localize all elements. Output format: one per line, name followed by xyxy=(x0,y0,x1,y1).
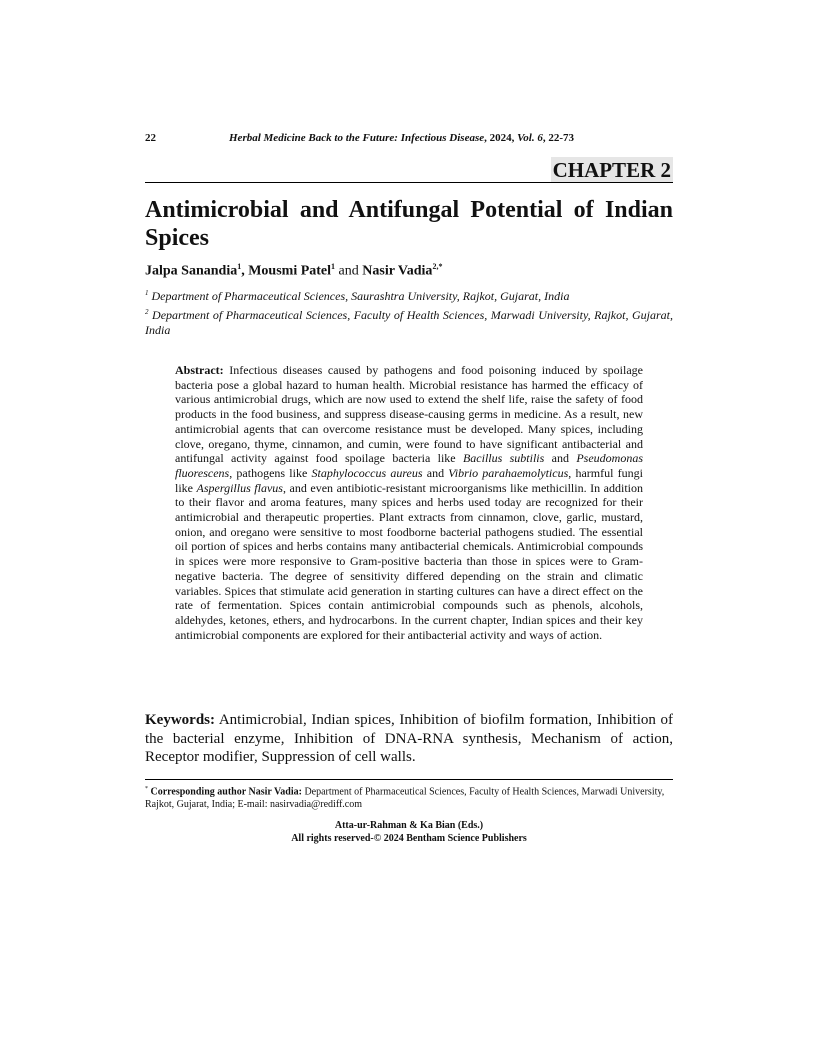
abstract-text: and xyxy=(422,465,449,480)
affiliation-text: Department of Pharmaceutical Sciences, Faculty of Health Sciences, Marwadi University, Rajkot, Gujarat, India xyxy=(145,308,673,337)
abstract-label: Abstract: xyxy=(175,363,224,377)
footnote-label: Corresponding author Nasir Vadia: xyxy=(148,786,302,798)
affiliation-mark: 2 xyxy=(145,308,149,316)
affiliation xyxy=(145,305,673,338)
species-name: Pseudomonas fluorescens xyxy=(175,451,644,480)
author-list xyxy=(145,262,442,280)
affiliation-text: Department of Pharmaceutical Sciences, Saurashtra University, Rajkot, Gujarat, India xyxy=(148,289,570,303)
keywords-label: Keywords: xyxy=(145,712,215,728)
journal-citation xyxy=(229,132,574,144)
abstract-text: , pathogens like xyxy=(229,465,312,480)
chapter-divider xyxy=(145,182,673,183)
chapter-title: Antimicrobial and Antifungal Potential of Indian Spices xyxy=(145,197,673,251)
keywords-text: Antimicrobial, Indian spices, Inhibition of biofilm formation, Inhibition of the bacterial enzyme, Inhibition of DNA-RNA synthesis, Mechanism of action, Receptor modifier, Suppression of cell walls. xyxy=(145,712,673,765)
corresponding-author-footnote xyxy=(145,783,673,811)
affiliation-mark: 1 xyxy=(145,289,149,297)
species-name: Vibrio parahaemolyticus xyxy=(448,465,569,480)
author-affiliation-mark: 1 xyxy=(237,262,242,271)
abstract-text: and xyxy=(544,451,577,466)
author-name: Mousmi Patel xyxy=(248,263,332,279)
journal-year: , 2024, xyxy=(484,132,518,144)
species-name: Staphylococcus aureus xyxy=(311,465,423,480)
imprint xyxy=(145,820,673,845)
author-separator: , xyxy=(241,263,249,279)
affiliation xyxy=(145,286,673,304)
author-affiliation-mark: 2,* xyxy=(432,262,443,271)
chapter-label: CHAPTER 2 xyxy=(552,158,671,182)
copyright-line: All rights reserved-© 2024 Bentham Science Publishers xyxy=(291,832,527,844)
footnote-text: Department of Pharmaceutical Sciences, Faculty of Health Sciences, Marwadi University, Rajkot, Gujarat, India; E-mail: nasirvadia@rediff.com xyxy=(145,786,665,810)
keywords xyxy=(145,711,673,767)
author-name: Nasir Vadia xyxy=(362,263,433,279)
abstract-text: , harmful fungi like xyxy=(175,465,643,495)
author-affiliation-mark: 1 xyxy=(331,262,336,271)
journal-title: Herbal Medicine Back to the Future: Infectious Disease xyxy=(229,132,485,144)
footnote-divider xyxy=(145,779,673,780)
author-name: Jalpa Sanandia xyxy=(145,263,238,279)
footnote-mark: * xyxy=(145,786,148,792)
journal-pages: , 22-73 xyxy=(542,132,574,144)
species-name: Aspergillus flavus xyxy=(196,480,283,495)
abstract-text: , and even antibiotic-resistant microorganisms like methicillin. In addition to their flavor and aroma features, many spices and herbs used today are recognized for their antimicrobial and therapeutic properties. Plant extracts from cinnamon, clove, garlic, mustard, onion, and oregano were sensitive to most foodborne bacterial pathogens studied. The essential oil portion of spices and herbs contains many antibacterial chemicals. Antimicrobial compounds in spices were more responsive to Gram-positive bacteria than those in spices were to Gram-negative bacteria. The degree of sensitivity differed depending on the strain and climatic variables. Spices that stimulate acid generation in starting cultures can have a direct effect on the rate of fermentation. Spices contain antimicrobial compounds such as phenols, alcohols, aldehydes, ketones, ethers, and hydrocarbons. In the current chapter, Indian spices and their key antimicrobial components are explored for their antibacterial activity and ways of action. xyxy=(175,480,644,642)
journal-volume: Vol. 6 xyxy=(517,132,543,144)
abstract-text: Infectious diseases caused by pathogens and food poisoning induced by spoilage bacteria pose a global hazard to human health. Microbial resistance has harmed the efficacy of various antimicrobial drugs, which are now used to extend the shelf life, raise the safety of food products in the food business, and suppress disease-causing germs in medicine. As a result, new antimicrobial agents that can overcome resistance must be developed. Many spices, including clove, oregano, thyme, cinnamon, and cumin, were found to have significant antibacterial and antifungal activity against food spoilage bacteria like xyxy=(175,363,643,466)
editors-line: Atta-ur-Rahman & Ka Bian (Eds.) xyxy=(334,820,484,831)
abstract xyxy=(175,363,643,642)
page-number: 22 xyxy=(145,132,156,144)
species-name: Bacillus subtilis xyxy=(462,451,545,466)
author-conjunction: and xyxy=(335,263,363,279)
